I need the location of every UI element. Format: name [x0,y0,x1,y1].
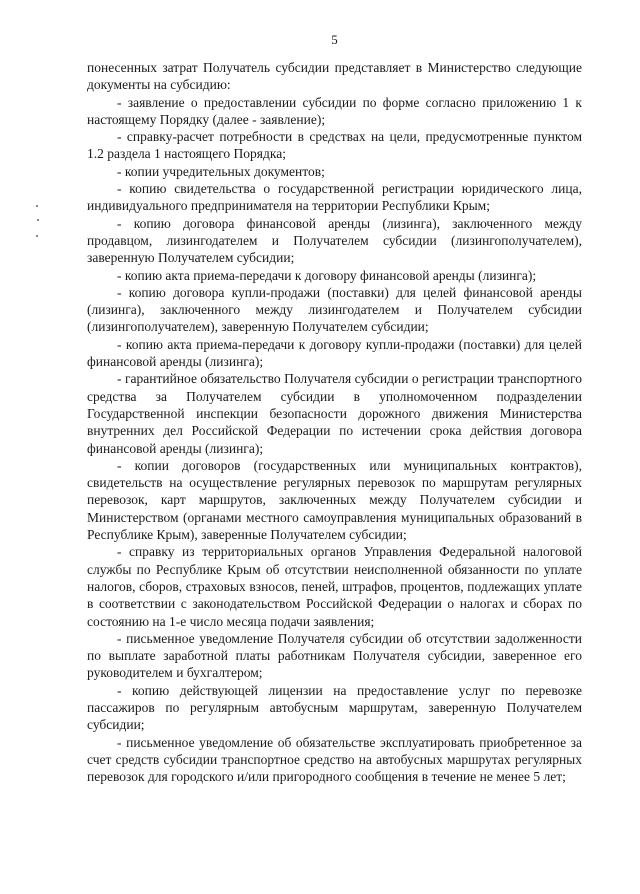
scan-margin-marks [36,205,40,245]
list-item-leasing-act: - копию акта приема-передачи к договору финансовой аренды (лизинга); [117,267,537,283]
list-item-salary-notice: - письменное уведомление Получателя субсидии об отсутствии задолженности по выплате заработной платы работникам Получателя субсидии, заверенное его руководителем и бухгалтером; [87,630,582,681]
list-item-route-contracts: - копии договоров (государственных или муниципальных контрактов), свидетельств на осуществление регулярных перевозок по маршрутам регулярных перевозок, карт маршрутов, заключенных между Получателем субсидии и Министерством (органами местного самоуправления муниципальных образований в Республике Крым), заверенные Получателем субсидии; [87,457,582,543]
list-item-registration-guarantee: - гарантийное обязательство Получателя субсидии о регистрации транспортного средства за Получателем субсидии в уполномоченном подразделении Государственной инспекции безопасности дорожного движения Министерства внутренних дел Российской Федерации по истечении срока действия договора финансовой аренды (лизинга); [87,371,582,456]
list-item-operation-obligation: - письменное уведомление об обязательстве эксплуатировать приобретенное за счет средств субсидии транспортное средство на автобусных маршрутах регулярных перевозок для городского и/или пригородного сообщения в течение не менее 5 лет; [87,734,582,785]
list-item-application: - заявление о предоставлении субсидии по форме согласно приложению 1 к настоящему Порядку (далее - заявление); [87,94,582,127]
list-item-tax-certificate: - справку из территориальных органов Управления Федеральной налоговой службы по Республике Крым об отсутствии неисполненной обязанности по уплате налогов, сборов, страховых взносов, пеней, штрафов, процентов, подлежащих уплате в соответствии с законодательством Российской Федерации о налогах и сборах по состоянию на 1-е число месяца подачи заявления; [87,544,582,629]
list-item-purchase-contract: - копию договора купли-продажи (поставки) для целей финансовой аренды (лизинга), заключенного между лизингодателем и Получателем субсидии (лизингополучателем), заверенную Получателем субсидии; [87,284,582,335]
list-item-leasing-contract: - копию договора финансовой аренды (лизинга), заключенного между продавцом, лизингодателем и Получателем субсидии (лизингополучателем), заверенную Получателем субсидии; [87,215,582,266]
list-item-license-copy: - копию действующей лицензии на предоставление услуг по перевозке пассажиров по регулярным автобусным маршрутам, заверенную Получателем субсидии; [87,682,582,733]
page-number: 5 [331,32,338,47]
list-item-registration-certificate: - копию свидетельства о государственной регистрации юридического лица, индивидуального предпринимателя на территории Республики Крым; [87,181,582,214]
list-item-founding-docs: - копии учредительных документов; [117,163,325,179]
list-item-calculation: - справку-расчет потребности в средствах на цели, предусмотренные пунктом 1.2 раздела 1 настоящего Порядка; [87,129,582,162]
paragraph-intro: понесенных затрат Получатель субсидии представляет в Министерство следующие документы на субсидию: [87,60,582,93]
list-item-purchase-act: - копию акта приема-передачи к договору купли-продажи (поставки) для целей финансовой аренды (лизинга); [87,336,582,370]
